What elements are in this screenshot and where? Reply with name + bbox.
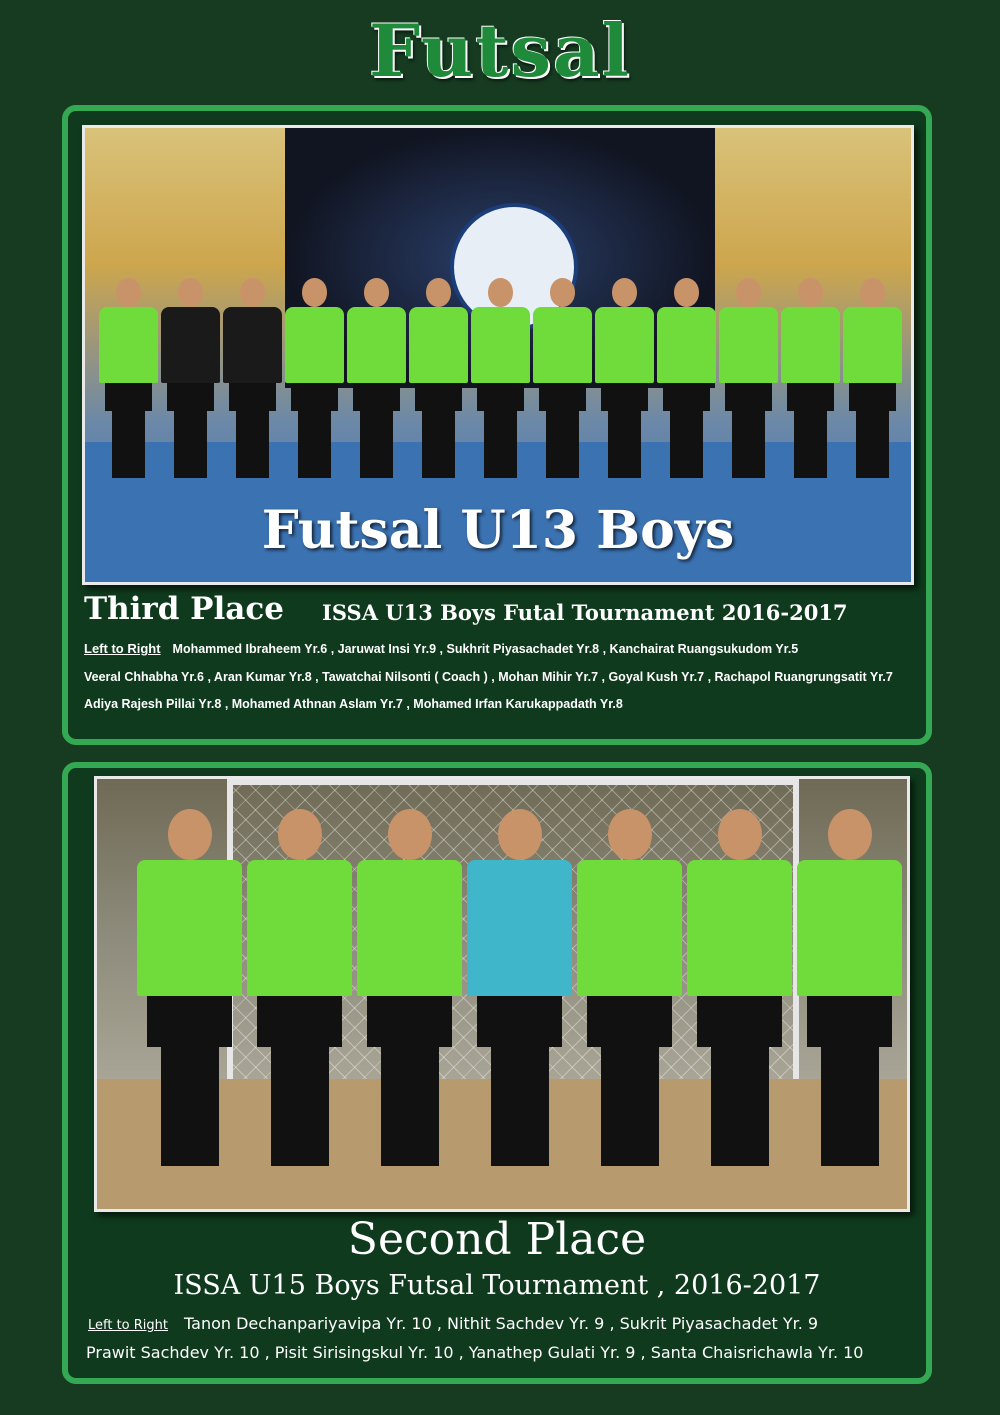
tournament-title: ISSA U13 Boys Futal Tournament 2016-2017: [322, 600, 848, 625]
photo-overlay-title: Futsal U13 Boys: [261, 500, 735, 561]
placing-heading: Second Place: [347, 1214, 647, 1265]
left-to-right-label: Left to Right: [84, 641, 161, 656]
placing-heading: Third Place: [84, 591, 284, 627]
team-names-line-2: Prawit Sachdev Yr. 10 , Pisit Sirisingskul Yr. 10 , Yanathep Gulati Yr. 9 , Santa Chaisrichawla Yr. 10: [86, 1343, 864, 1362]
names-text: Tanon Dechanpariyavipa Yr. 10 , Nithit Sachdev Yr. 9 , Sukrit Piyasachadet Yr. 9: [184, 1314, 819, 1333]
page-title: Futsal: [369, 8, 631, 93]
u13-team-card: [62, 105, 932, 745]
u13-team-photo: [82, 125, 914, 585]
names-text: Mohammed Ibraheem Yr.6 , Jaruwat Insi Yr.9 , Sukhrit Piyasachadet Yr.8 , Kanchairat Ruangsukudom Yr.5: [172, 642, 799, 656]
team-names-line-1: [84, 641, 924, 656]
team-names-line-3: Adiya Rajesh Pillai Yr.8 , Mohamed Athnan Aslam Yr.7 , Mohamed Irfan Karukappadath Yr.8: [84, 697, 623, 711]
u15-team-photo: [94, 776, 910, 1212]
team-names-line-2: Veeral Chhabha Yr.6 , Aran Kumar Yr.8 , Tawatchai Nilsonti ( Coach ) , Mohan Mihir Yr.7 , Goyal Kush Yr.7 , Rachapol Ruangrungsatit Yr.7: [84, 670, 893, 684]
tournament-title: ISSA U15 Boys Futsal Tournament , 2016-2017: [173, 1270, 821, 1301]
left-to-right-label: Left to Right: [88, 1318, 169, 1333]
team-names-line-1: [88, 1314, 918, 1333]
u15-team-card: [62, 762, 932, 1384]
